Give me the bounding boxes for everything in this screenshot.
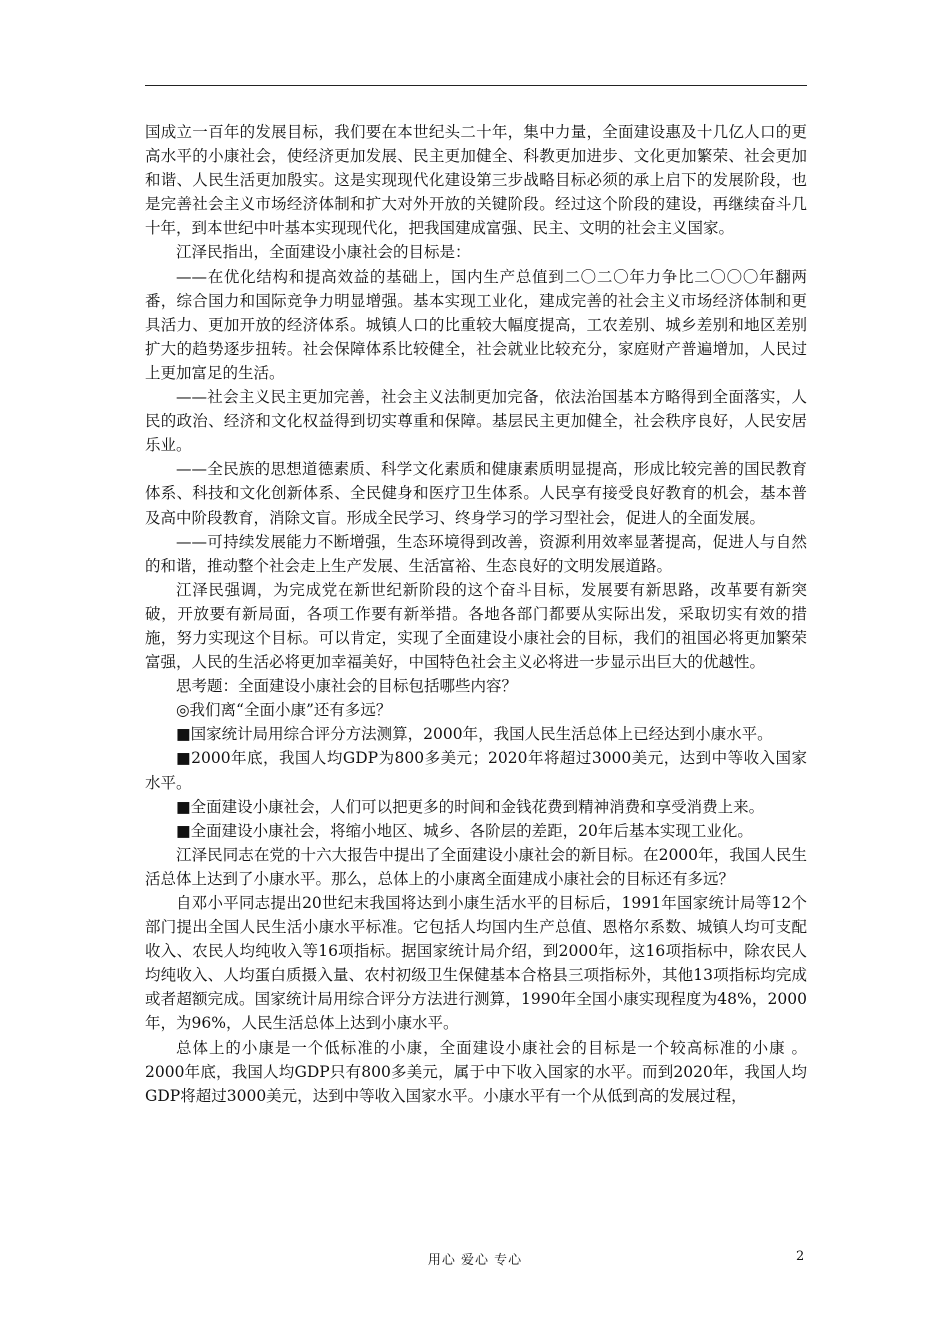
paragraph: ——社会主义民主更加完善，社会主义法制更加完备，依法治国基本方略得到全面落实，人民的政治、经济和文化权益得到切实尊重和保障。基层民主更加健全，社会秩序良好，人民安居乐业。 <box>145 388 807 455</box>
section-heading: ◎我们离“全面小康”还有多远？ <box>176 701 392 720</box>
document-body <box>145 120 807 1108</box>
paragraph: 自邓小平同志提出20世纪末我国将达到小康生活水平的目标后，1991年国家统计局等12个部门提出全国人民生活小康水平标准。它包括人均国内生产总值、恩格尔系数、城镇人均可支配收入、农民人均纯收入等16项指标。据国家统计局介绍，到2000年，这16项指标中，除农民人均纯收入、人均蛋白质摄入量、农村初级卫生保健基本合格县三项指标外，其他13项指标均完成或者超额完成。国家统计局用综合评分方法进行测算，1990年全国小康实现程度为48%，2000年，为96%，人民生活总体上达到小康水平。 <box>145 894 807 1033</box>
bullet-item: ■国家统计局用综合评分方法测算，2000年，我国人民生活总体上已经达到小康水平。 <box>176 725 773 744</box>
paragraph: 江泽民指出，全面建设小康社会的目标是： <box>176 243 471 262</box>
paragraph: 国成立一百年的发展目标，我们要在本世纪头二十年，集中力量，全面建设惠及十几亿人口的更高水平的小康社会，使经济更加发展、民主更加健全、科教更加进步、文化更加繁荣、社会更加和谐、人民生活更加殷实。这是实现现代化建设第三步战略目标必须的承上启下的发展阶段，也是完善社会主义市场经济体制和扩大对外开放的关键阶段。经过这个阶段的建设，再继续奋斗几十年，到本世纪中叶基本实现现代化，把我国建成富强、民主、文明的社会主义国家。 <box>145 123 807 238</box>
paragraph: 总体上的小康是一个低标准的小康，全面建设小康社会的目标是一个较高标准的小康 。2000年底，我国人均GDP只有800多美元，属于中下收入国家的水平。而到2020年，我国人均GDP将超过3000美元，达到中等收入国家水平。小康水平有一个从低到高的发展过程， <box>145 1038 807 1105</box>
bullet-item: ■2000年底，我国人均GDP为800多美元；2020年将超过3000美元，达到中等收入国家水平。 <box>145 749 807 792</box>
paragraph: 江泽民强调，为完成党在新世纪新阶段的这个奋斗目标，发展要有新思路，改革要有新突破，开放要有新局面，各项工作要有新举措。各地各部门都要从实际出发，采取切实有效的措施，努力实现这个目标。可以肯定，实现了全面建设小康社会的目标，我们的祖国必将更加繁荣富强，人民的生活必将更加幸福美好，中国特色社会主义必将进一步显示出巨大的优越性。 <box>145 580 807 672</box>
bullet-item: ■全面建设小康社会，将缩小地区、城乡、各阶层的差距，20年后基本实现工业化。 <box>176 821 753 840</box>
paragraph: 江泽民同志在党的十六大报告中提出了全面建设小康社会的新目标。在2000年，我国人民生活总体上达到了小康水平。那么，总体上的小康离全面建成小康社会的目标还有多远？ <box>145 845 807 888</box>
header-rule <box>145 85 807 86</box>
question-line: 思考题：全面建设小康社会的目标包括哪些内容？ <box>176 677 518 696</box>
paragraph: ——全民族的思想道德素质、科学文化素质和健康素质明显提高，形成比较完善的国民教育体系、科技和文化创新体系、全民健身和医疗卫生体系。人民享有接受良好教育的机会，基本普及高中阶段教育，消除文盲。形成全民学习、终身学习的学习型社会，促进人的全面发展。 <box>145 460 807 527</box>
bullet-item: ■全面建设小康社会，人们可以把更多的时间和金钱花费到精神消费和享受消费上来。 <box>176 797 765 816</box>
paragraph: ——可持续发展能力不断增强，生态环境得到改善，资源利用效率显著提高，促进人与自然的和谐，推动整个社会走上生产发展、生活富裕、生态良好的文明发展道路。 <box>145 532 807 575</box>
footer-motto: 用心 爱心 专心 <box>427 1253 523 1268</box>
page-number: 2 <box>796 1249 805 1264</box>
paragraph: ——在优化结构和提高效益的基础上，国内生产总值到二〇二〇年力争比二〇〇〇年翻两番，综合国力和国际竞争力明显增强。基本实现工业化，建成完善的社会主义市场经济体制和更具活力、更加开放的经济体系。城镇人口的比重较大幅度提高，工农差别、城乡差别和地区差别扩大的趋势逐步扭转。社会保障体系比较健全，社会就业比较充分，家庭财产普遍增加，人民过上更加富足的生活。 <box>145 267 807 382</box>
